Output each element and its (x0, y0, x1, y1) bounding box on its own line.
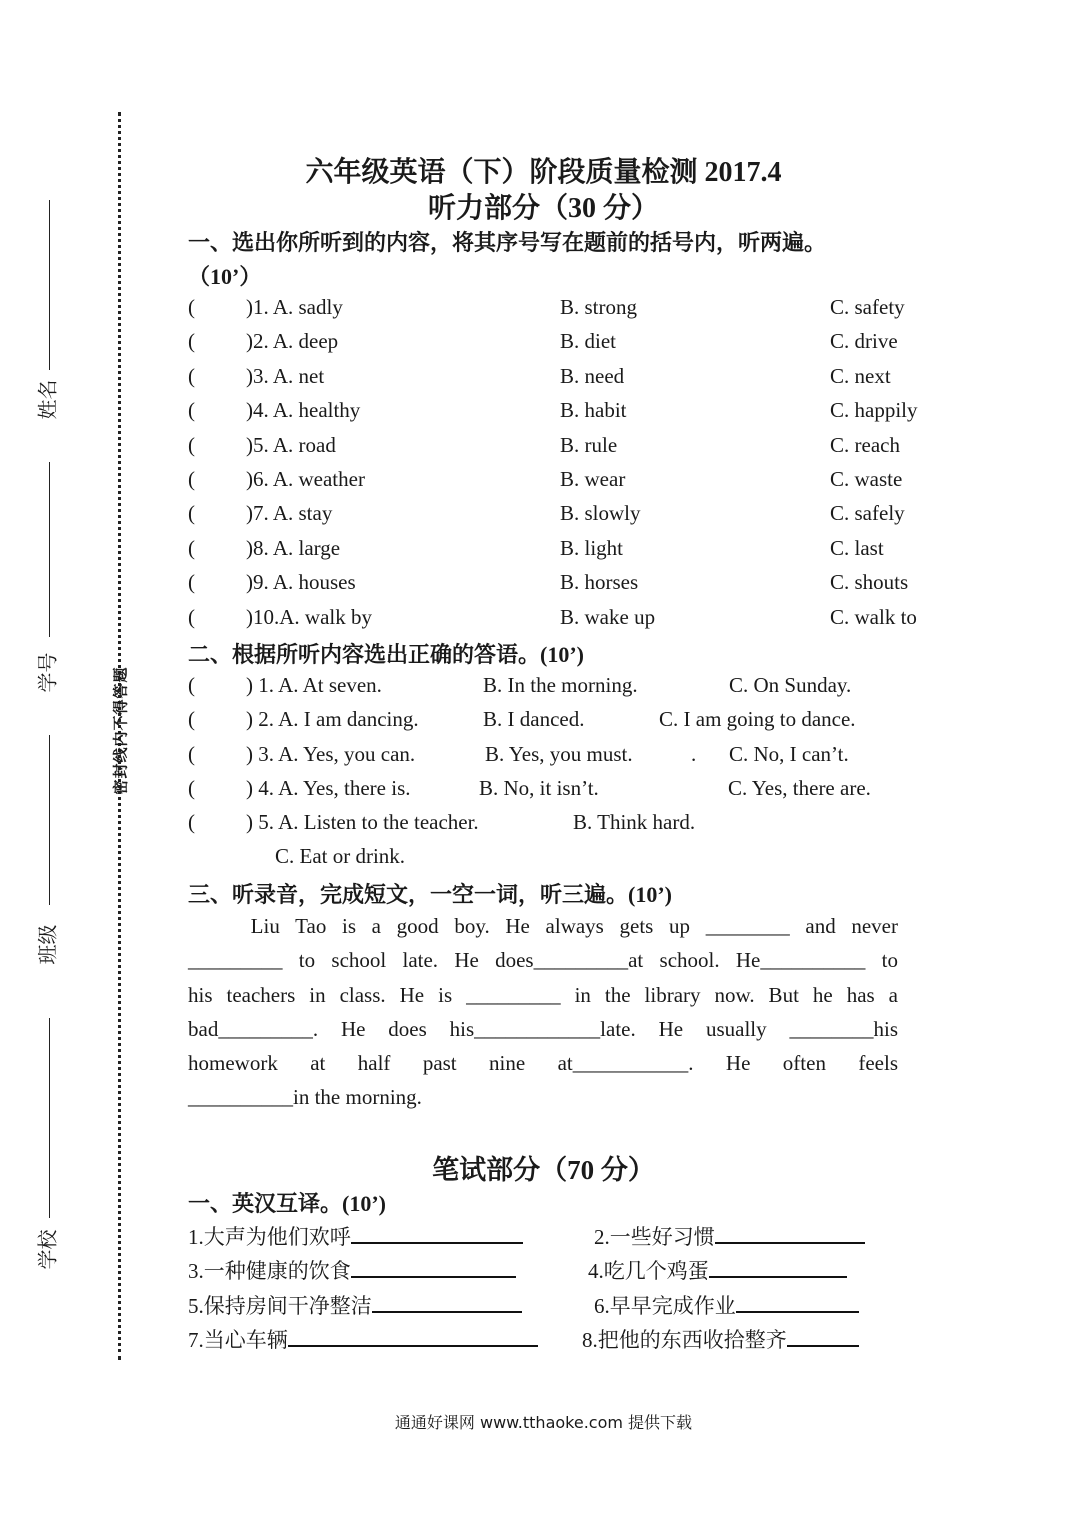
footer-credit: 通通好课网 www.tthaoke.com 提供下载 (394, 1413, 693, 1432)
part1-points: （10’） (188, 264, 262, 289)
passage-line: _________ to school late. He does_________at school. He__________ to (188, 948, 898, 973)
option-b: B. wear (560, 467, 626, 491)
passage-line: bad_________. He does his____________late. He usually ________his (188, 1016, 898, 1041)
answer-paren[interactable]: ( (188, 707, 195, 732)
option-c: C. No, I can’t. (729, 741, 849, 766)
option-a: )9. A. houses (246, 570, 356, 595)
option-c: C. reach (830, 432, 900, 457)
translation-item: 5.保持房间干净整洁 (188, 1290, 522, 1320)
option-c: C. Yes, there are. (728, 775, 871, 800)
stray-dot: . (691, 741, 697, 766)
option-c: C. next (830, 363, 891, 388)
student-number-label: 学号 (37, 652, 60, 693)
seal-notice: 密封线内不得答题 (113, 666, 130, 795)
passage-line: Liu Tao is a good boy. He always gets up ________ and never (188, 914, 898, 938)
translation-item: 7.当心车辆 (188, 1324, 538, 1354)
answer-paren[interactable]: ( (188, 363, 195, 388)
option-c: C. walk to (830, 604, 917, 629)
option-a: )7. A. stay (246, 501, 333, 526)
written-part1-heading: 一、英汉互译。(10’) (188, 1191, 386, 1216)
answer-paren[interactable]: ( (188, 775, 195, 800)
option-a: )4. A. healthy (246, 398, 361, 423)
passage-line: his teachers in class. He is _________ in the library now. But he has a (188, 982, 898, 1007)
part1-heading: 一、选出你所听到的内容，将其序号写在题前的括号内，听两遍。 (188, 230, 827, 255)
listening-title: 听力部分（30 分） (427, 193, 659, 224)
option-c: C. I am going to dance. (659, 707, 856, 732)
option-c: C. waste (830, 467, 903, 491)
part2-heading: 二、根据所听内容选出正确的答语。(10’) (188, 642, 584, 667)
option-b: B. Yes, you must. (485, 741, 633, 766)
answer-paren[interactable]: ( (188, 604, 195, 629)
answer-paren[interactable]: ( (188, 432, 195, 457)
option-c: C. drive (830, 329, 898, 354)
option-b: B. Think hard. (573, 810, 696, 835)
name-label: 姓名 (37, 379, 60, 420)
option-b: B. No, it isn’t. (479, 775, 599, 800)
answer-paren[interactable]: ( (188, 501, 195, 526)
part3-heading: 三、听录音，完成短文，一空一词，听三遍。(10’) (188, 882, 672, 907)
student-number-line (49, 462, 50, 637)
class-line (49, 735, 50, 905)
answer-paren[interactable]: ( (188, 398, 195, 423)
school-line (49, 1018, 50, 1218)
passage-line: homework at half past nine at___________. He often feels (188, 1051, 898, 1076)
option-b: B. wake up (560, 604, 656, 629)
answer-paren[interactable]: ( (188, 810, 195, 835)
option-b: B. need (560, 363, 625, 388)
option-a: )5. A. road (246, 432, 336, 457)
option-c: C. On Sunday. (729, 673, 852, 697)
class-label: 班级 (37, 924, 60, 965)
written-title: 笔试部分（70 分） (432, 1155, 655, 1185)
option-a: )1. A. sadly (246, 295, 343, 319)
option-b: B. I danced. (483, 707, 585, 732)
option-b: B. slowly (560, 501, 641, 526)
option-a: ) 2. A. I am dancing. (246, 707, 419, 732)
translation-item: 3.一种健康的饮食 (188, 1255, 516, 1285)
answer-paren[interactable]: ( (188, 467, 195, 491)
answer-paren[interactable]: ( (188, 570, 195, 595)
school-label: 学校 (37, 1229, 60, 1270)
answer-paren[interactable]: ( (188, 295, 195, 319)
option-a: ) 5. A. Listen to the teacher. (246, 810, 479, 835)
option-b: B. horses (560, 570, 639, 595)
option-b: B. habit (560, 398, 627, 423)
option-c: C. happily (830, 398, 918, 423)
exam-title: 六年级英语（下）阶段质量检测 2017.4 (305, 157, 782, 188)
option-a: ) 1. A. At seven. (246, 673, 382, 697)
part3-passage (188, 909, 898, 1115)
translation-item: 2.一些好习惯 (594, 1221, 865, 1251)
translation-item: 6.早早完成作业 (594, 1290, 859, 1320)
option-c: C. safety (830, 295, 905, 319)
option-a: )3. A. net (246, 363, 325, 388)
option-b: B. diet (560, 329, 616, 354)
passage-line: __________in the morning. (188, 1085, 422, 1110)
answer-paren[interactable]: ( (188, 741, 195, 766)
option-b: B. In the morning. (483, 673, 638, 697)
option-a: ) 3. A. Yes, you can. (246, 741, 416, 766)
option-a: ) 4. A. Yes, there is. (246, 775, 411, 800)
answer-paren[interactable]: ( (188, 535, 195, 560)
option-c: C. last (830, 535, 884, 560)
option-a: )6. A. weather (246, 467, 365, 491)
option-a: )10.A. walk by (246, 604, 372, 629)
option-c: C. Eat or drink. (275, 844, 406, 869)
option-b: B. light (560, 535, 624, 560)
option-c: C. shouts (830, 570, 909, 595)
translation-item: 8.把他的东西收拾整齐 (582, 1324, 859, 1354)
option-b: B. rule (560, 432, 618, 457)
option-a: )8. A. large (246, 535, 341, 560)
translation-item: 1.大声为他们欢呼 (188, 1221, 523, 1251)
answer-paren[interactable]: ( (188, 673, 195, 697)
option-a: )2. A. deep (246, 329, 339, 354)
translation-item: 4.吃几个鸡蛋 (588, 1255, 847, 1285)
answer-paren[interactable]: ( (188, 329, 195, 354)
option-c: C. safely (830, 501, 905, 526)
option-b: B. strong (560, 295, 638, 319)
